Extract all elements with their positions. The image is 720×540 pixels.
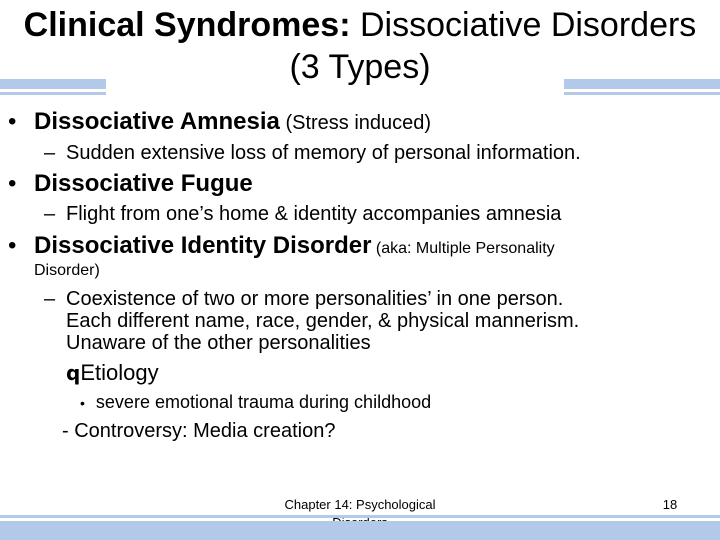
bullet-dissociative-identity-disorder (34, 232, 555, 260)
bullet-marker: • (8, 232, 17, 259)
title-stripe-right-thin (564, 92, 720, 95)
page-number: 18 (662, 497, 678, 512)
sub-item-text: Sudden extensive loss of memory of personal information. (66, 142, 581, 164)
bullet-heading: Dissociative Amnesia (34, 108, 280, 135)
bullet-note: (Stress induced) (279, 112, 432, 134)
sub-marker: – (44, 142, 56, 164)
title-bold: Clinical Syndromes: (23, 6, 351, 44)
sub-item-text-block (66, 288, 579, 354)
bullet-marker: • (8, 108, 17, 135)
bullet-note-continued: Disorder) (34, 262, 100, 279)
checkbox-marker-icon: q (66, 361, 81, 385)
footer-chapter-line1: Chapter 14: Psychological (284, 497, 436, 512)
sub-item-text: Flight from one’s home & identity accompanies amnesia (66, 203, 562, 225)
bullet-marker: • (8, 170, 17, 197)
bottom-stripe-thin (0, 515, 720, 518)
etiology-point (80, 392, 431, 413)
slide-title (20, 4, 700, 88)
bullet-heading: Dissociative Fugue (34, 170, 253, 197)
title-rest: Dissociative Disorders (3 Types) (289, 6, 697, 86)
sub-marker: – (44, 288, 56, 310)
etiology-label: Etiology (80, 360, 159, 385)
title-stripe-left-thin (0, 92, 106, 95)
bullet-dissociative-amnesia (34, 108, 431, 136)
point-marker: • (80, 395, 85, 411)
bottom-stripe (0, 521, 720, 540)
etiology-point-text: severe emotional trauma during childhood (95, 392, 432, 412)
bullet-dissociative-fugue (34, 170, 253, 198)
bullet-item (8, 108, 16, 136)
sub-item-line: Each different name, race, gender, & physical mannerism. (66, 310, 580, 332)
controversy-text: - Controversy: Media creation? (62, 420, 336, 442)
sub-item-line: Coexistence of two or more personalities’ in one person. (66, 288, 564, 310)
bullet-heading: Dissociative Identity Disorder (34, 232, 372, 259)
sub-marker: – (44, 203, 56, 225)
sub-item-line: Unaware of the other personalities (66, 332, 371, 354)
bullet-note: (aka: Multiple Personality (371, 240, 555, 257)
etiology-heading (66, 360, 159, 386)
